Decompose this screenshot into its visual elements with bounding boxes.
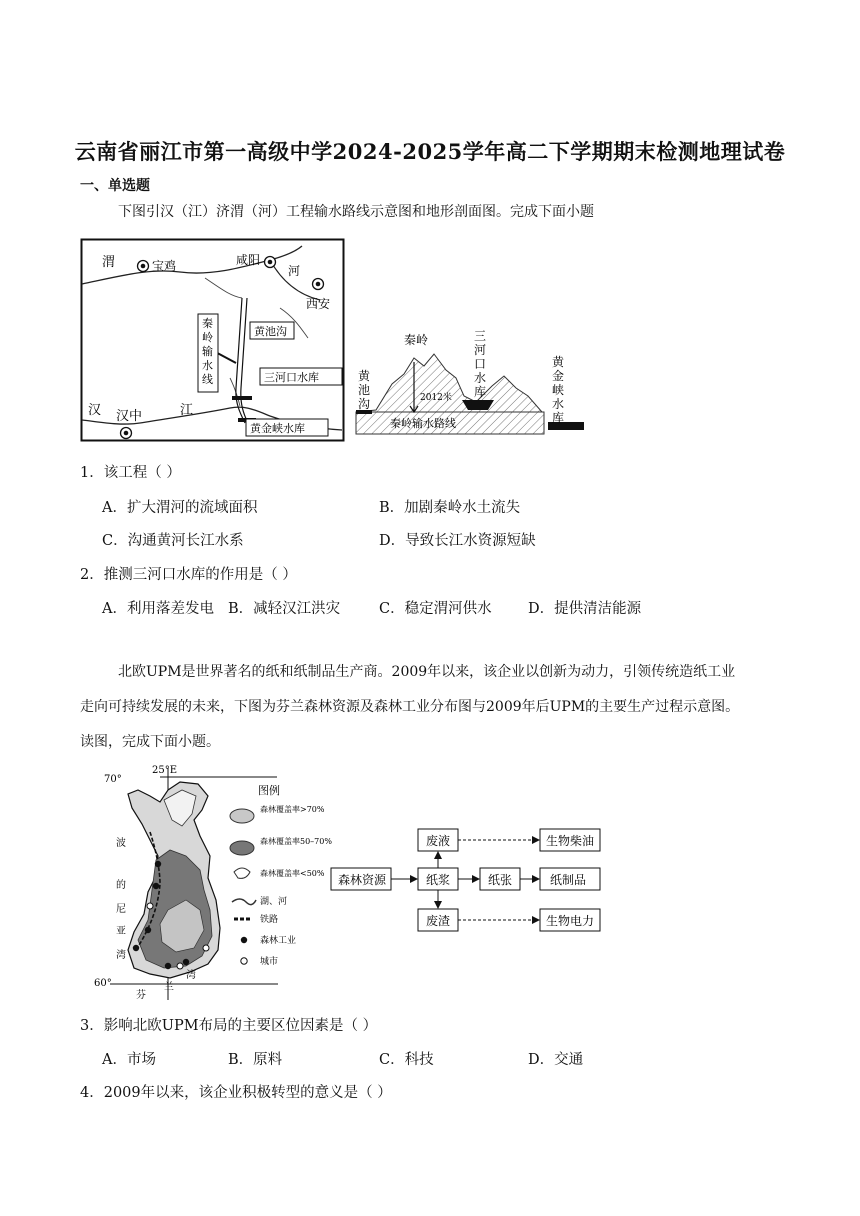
- map-label-wei: 渭: [102, 255, 116, 270]
- svg-text:口: 口: [474, 357, 487, 371]
- flow-bio-power: 生物电力: [546, 914, 595, 928]
- flow-paper-product: 纸制品: [550, 873, 587, 887]
- terrain-profile-figure: [352, 326, 588, 438]
- question-3-option-c[interactable]: C．科技: [379, 1052, 434, 1068]
- flow-forest-resource: 森林资源: [338, 873, 387, 887]
- flow-biodiesel: 生物柴油: [546, 834, 595, 848]
- svg-text:金: 金: [552, 369, 565, 383]
- svg-text:岭: 岭: [202, 331, 213, 344]
- svg-text:线: 线: [202, 373, 213, 386]
- svg-text:水: 水: [552, 397, 565, 411]
- svg-text:秦: 秦: [202, 317, 213, 330]
- svg-text:峡: 峡: [552, 383, 565, 397]
- question-2-option-b[interactable]: B．减轻汉江洪灾: [228, 601, 341, 617]
- map-label-xianyang: 咸阳: [236, 253, 261, 267]
- map-label-xian: 西安: [306, 297, 331, 311]
- question-2-option-c[interactable]: C．稳定渭河供水: [379, 601, 492, 617]
- profile-label-qinling: 秦岭: [404, 333, 429, 347]
- svg-text:水: 水: [474, 371, 487, 385]
- map-label-huangjinxia: 黄金峡水库: [250, 422, 305, 435]
- group2-intro-line3: 读图，完成下面小题。: [80, 734, 220, 750]
- svg-text:波: 波: [116, 838, 126, 849]
- svg-text:水: 水: [202, 359, 213, 372]
- svg-text:三: 三: [474, 329, 487, 343]
- map-label-lan: 兰: [164, 982, 174, 993]
- map-label-60n: 60°: [94, 978, 112, 989]
- map-label-gulf-of-bothnia: [116, 836, 126, 961]
- map-label-he: 河: [288, 264, 301, 278]
- question-3-stem: 3．影响北欧UPM布局的主要区位因素是（ ）: [80, 1018, 378, 1034]
- question-1-option-b[interactable]: B．加剧秦岭水土流失: [379, 500, 521, 516]
- hanzhong-city-marker: [121, 428, 132, 439]
- flow-paper: 纸张: [488, 873, 513, 887]
- group1-intro: 下图引汉（江）济渭（河）工程输水路线示意图和地形剖面图。完成下面小题: [118, 204, 594, 220]
- profile-label-huangjinxia: [552, 355, 565, 425]
- page-title: 云南省丽江市第一高级中学2024-2025学年高二下学期期末检测地理试卷: [74, 139, 786, 164]
- map-label-70n: 70°: [104, 774, 122, 785]
- svg-text:黄: 黄: [552, 355, 565, 369]
- question-2-option-a[interactable]: A．利用落差发电: [102, 601, 214, 617]
- svg-text:输: 输: [202, 345, 213, 358]
- group2-intro-line1: 北欧UPM是世界著名的纸和纸制品生产商。2009年以来，该企业以创新为动力，引领传统造纸工业: [118, 664, 736, 680]
- question-2-stem: 2．推测三河口水库的作用是（ ）: [80, 567, 297, 583]
- question-1-stem: 1．该工程（ ）: [80, 465, 181, 481]
- profile-label-route: 秦岭输水路线: [390, 417, 456, 430]
- legend-lake-river: 湖、河: [260, 897, 288, 907]
- map-label-jiang: 江: [180, 403, 194, 418]
- flow-pulp: 纸浆: [426, 873, 451, 887]
- svg-text:的: 的: [116, 880, 126, 891]
- map-label-han: 汉: [88, 403, 102, 418]
- legend-forest-industry: 森林工业: [260, 936, 297, 946]
- legend-railway: 铁路: [260, 915, 279, 925]
- baoji-city-marker: [138, 261, 149, 272]
- route-map-figure: [80, 238, 346, 444]
- map-label-huangchigou: 黄池沟: [254, 325, 287, 338]
- legend-forest-high: 森林覆盖率>70%: [260, 805, 325, 814]
- svg-text:亚: 亚: [116, 926, 126, 937]
- question-3-option-d[interactable]: D．交通: [528, 1052, 584, 1068]
- map-label-route: [202, 317, 213, 390]
- flow-waste-liquid: 废液: [426, 834, 451, 848]
- question-1-option-a[interactable]: A．扩大渭河的流域面积: [102, 500, 258, 516]
- profile-label-huangchigou: [358, 369, 371, 411]
- question-3-option-b[interactable]: B．原料: [228, 1052, 283, 1068]
- question-1-option-d[interactable]: D．导致长江水资源短缺: [379, 533, 536, 549]
- svg-text:库: 库: [552, 411, 565, 425]
- map-label-wan: 湾: [186, 970, 196, 981]
- svg-text:河: 河: [474, 343, 487, 357]
- finland-forest-map: [90, 760, 340, 1005]
- flow-waste-residue: 废渣: [426, 914, 451, 928]
- svg-text:沟: 沟: [358, 397, 371, 411]
- svg-text:池: 池: [358, 383, 371, 397]
- question-1-option-c[interactable]: C．沟通黄河长江水系: [102, 533, 244, 549]
- map-label-sanhekou: 三河口水库: [264, 371, 319, 384]
- profile-label-elevation: 2012米: [420, 393, 452, 403]
- svg-text:库: 库: [474, 385, 487, 399]
- legend-title: 图例: [258, 784, 280, 797]
- map-label-25e: 25°E: [152, 765, 178, 776]
- upm-production-flowchart: [330, 825, 610, 935]
- svg-text:尼: 尼: [116, 904, 126, 915]
- question-2-option-d[interactable]: D．提供清洁能源: [528, 601, 642, 617]
- legend-city: 城市: [260, 957, 279, 967]
- xianyang-city-marker: [265, 257, 276, 268]
- svg-text:黄: 黄: [358, 369, 371, 383]
- legend-forest-mid: 森林覆盖率50–70%: [260, 837, 332, 846]
- map-label-hanzhong: 汉中: [116, 409, 143, 424]
- xian-city-marker: [313, 279, 324, 290]
- group2-intro-line2: 走向可持续发展的未来，下图为芬兰森林资源及森林工业分布图与2009年后UPM的主要生产过程示意图。: [80, 699, 740, 715]
- svg-text:湾: 湾: [116, 950, 126, 961]
- question-3-option-a[interactable]: A．市场: [102, 1052, 156, 1068]
- question-4-stem: 4．2009年以来，该企业积极转型的意义是（ ）: [80, 1085, 392, 1101]
- section-heading: 一、单选题: [80, 178, 150, 194]
- legend-forest-low: 森林覆盖率<50%: [260, 869, 325, 878]
- map-label-baoji: 宝鸡: [152, 259, 177, 273]
- map-label-fin: 芬: [136, 990, 146, 1001]
- profile-label-sanhekou: [474, 329, 486, 399]
